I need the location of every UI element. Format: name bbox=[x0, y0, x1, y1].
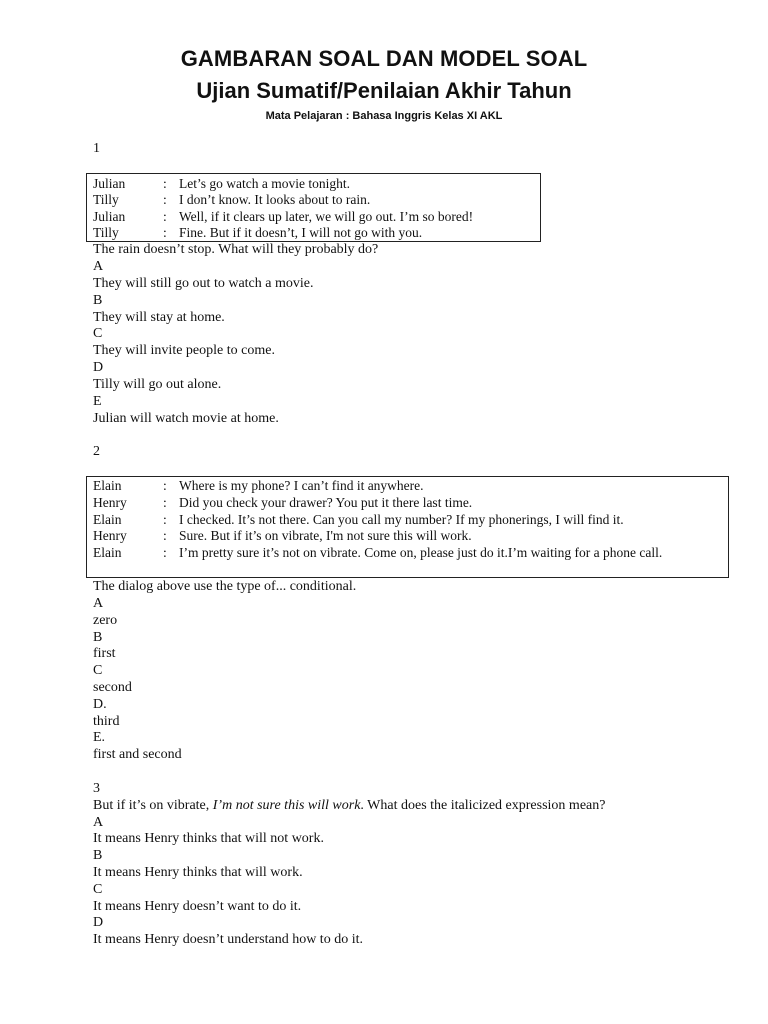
option-label: C bbox=[93, 882, 103, 897]
dialog-speaker: Tilly bbox=[93, 192, 119, 207]
dialog-line: Where is my phone? I can’t find it anywhere. bbox=[179, 478, 424, 493]
question-suffix: . What does the italicized expression mean? bbox=[360, 798, 606, 813]
dialog-line: Sure. But if it’s on vibrate, I'm not sure this will work. bbox=[179, 528, 472, 543]
option-text: They will invite people to come. bbox=[93, 343, 275, 358]
subject-line: Mata Pelajaran : Bahasa Inggris Kelas XI AKL bbox=[265, 110, 503, 122]
dialog-colon: : bbox=[163, 545, 167, 560]
dialog-colon: : bbox=[163, 512, 167, 527]
option-text: They will stay at home. bbox=[93, 310, 225, 325]
option-label: E. bbox=[93, 730, 106, 745]
option-text: They will still go out to watch a movie. bbox=[93, 276, 314, 291]
dialog-line: I don’t know. It looks about to rain. bbox=[179, 192, 371, 207]
dialog-line: I checked. It’s not there. Can you call my number? If my phonerings, I will find it. bbox=[179, 512, 624, 527]
dialog-speaker: Elain bbox=[93, 512, 122, 527]
question-number: 3 bbox=[93, 781, 100, 796]
question-number: 2 bbox=[93, 444, 100, 459]
question-prefix: But if it’s on vibrate, bbox=[93, 798, 213, 813]
dialog-speaker: Elain bbox=[93, 545, 122, 560]
dialog-speaker: Elain bbox=[93, 478, 122, 493]
dialog-colon: : bbox=[163, 478, 167, 493]
dialog-colon: : bbox=[163, 192, 167, 207]
option-text: zero bbox=[93, 613, 118, 628]
dialog-speaker: Henry bbox=[93, 528, 127, 543]
dialog-colon: : bbox=[163, 209, 167, 224]
option-label: C bbox=[93, 326, 103, 341]
dialog-line: Did you check your drawer? You put it there last time. bbox=[179, 495, 473, 510]
option-label: B bbox=[93, 848, 103, 863]
option-text: It means Henry doesn’t want to do it. bbox=[93, 899, 302, 914]
option-label: A bbox=[93, 259, 104, 274]
dialog-line: Well, if it clears up later, we will go out. I’m so bored! bbox=[179, 209, 474, 224]
option-label: C bbox=[93, 663, 103, 678]
dialog-colon: : bbox=[163, 176, 167, 191]
dialog-box bbox=[86, 173, 541, 242]
dialog-colon: : bbox=[163, 225, 167, 240]
dialog-speaker: Tilly bbox=[93, 225, 119, 240]
document-subtitle: Ujian Sumatif/Penilaian Akhir Tahun bbox=[196, 78, 572, 103]
question-text: The dialog above use the type of... conditional. bbox=[93, 579, 357, 594]
option-label: D bbox=[93, 915, 104, 930]
dialog-speaker: Henry bbox=[93, 495, 127, 510]
option-text: Tilly will go out alone. bbox=[93, 377, 222, 392]
option-label: B bbox=[93, 293, 103, 308]
option-text: third bbox=[93, 714, 120, 729]
option-label: E bbox=[93, 394, 102, 409]
dialog-colon: : bbox=[163, 495, 167, 510]
option-text: Julian will watch movie at home. bbox=[93, 411, 279, 426]
option-label: B bbox=[93, 630, 103, 645]
option-text: It means Henry thinks that will work. bbox=[93, 865, 303, 880]
option-label: D bbox=[93, 360, 104, 375]
option-text: first bbox=[93, 646, 116, 661]
dialog-box bbox=[86, 476, 729, 578]
document-title: GAMBARAN SOAL DAN MODEL SOAL bbox=[180, 46, 588, 71]
dialog-line: Let’s go watch a movie tonight. bbox=[179, 176, 350, 191]
option-label: A bbox=[93, 596, 104, 611]
option-text: first and second bbox=[93, 747, 182, 762]
option-text: It means Henry thinks that will not work. bbox=[93, 831, 324, 846]
option-label: A bbox=[93, 815, 104, 830]
option-label: D. bbox=[93, 697, 107, 712]
dialog-speaker: Julian bbox=[93, 209, 126, 224]
dialog-colon: : bbox=[163, 528, 167, 543]
question-number: 1 bbox=[93, 141, 100, 156]
question-text bbox=[93, 797, 605, 814]
dialog-line: I’m pretty sure it’s not on vibrate. Come on, please just do it.I’m waiting for a phone call. bbox=[179, 545, 663, 560]
question-italic: I’m not sure this will work bbox=[212, 798, 361, 813]
dialog-line: Fine. But if it doesn’t, I will not go with you. bbox=[179, 225, 423, 240]
option-text: It means Henry doesn’t understand how to do it. bbox=[93, 932, 363, 947]
question-text: The rain doesn’t stop. What will they probably do? bbox=[93, 242, 379, 257]
option-text: second bbox=[93, 680, 132, 695]
dialog-speaker: Julian bbox=[93, 176, 126, 191]
